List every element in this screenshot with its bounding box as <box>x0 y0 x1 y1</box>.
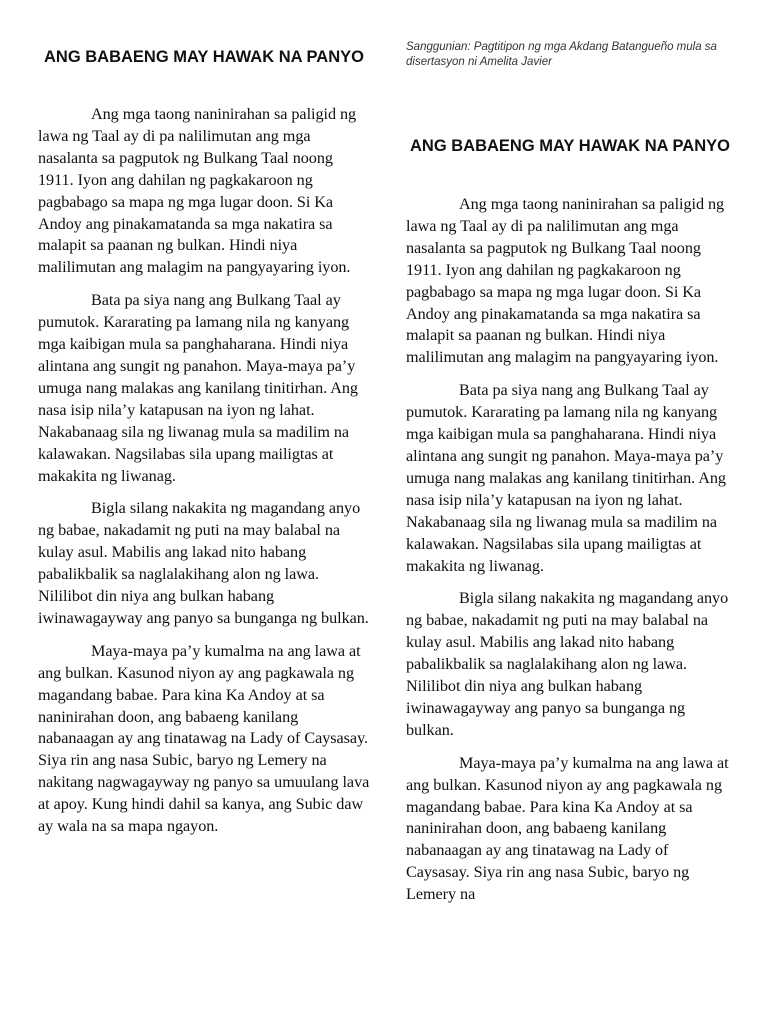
right-paragraph-2: Bata pa siya nang ang Bulkang Taal ay pumutok. Kararating pa lamang nila ng kanyang mga kaibigan mula sa panghaharana. Hindi niya alintana ang sungit ng panahon. Maya-maya pa’y umuga nang malakas ang kanilang tinitirhan. Ang nasa isip nila’y katapusan na iyon ng lahat. Nakabanaag sila ng liwanag mula sa madilim na kalawakan. Nagsilabas sila upang mailigtas at makakita ng liwanag. <box>406 381 726 575</box>
right-paragraph-1: Ang mga taong naninirahan sa paligid ng lawa ng Taal ay di pa nalilimutan ang mga nasalanta sa pagputok ng Bulkang Taal noong 1911. Iyon ang dahilan ng pagkakaroon ng pagbabago sa mapa ng mga lugar doon. Si Ka Andoy ang pinakamatanda sa mga nakatira sa malapit sa paanan ng bulkan. Hindi niya malilimutan ang malagim na pangyayaring iyon. <box>406 195 725 367</box>
left-title: ANG BABAENG MAY HAWAK NA PANYO <box>44 48 364 66</box>
left-paragraph-3: Bigla silang nakakita ng magandang anyo ng babae, nakadamit ng puti na may balabal na kulay asul. Mabilis ang lakad nito habang pabalikbalik sa naglalakihang alon ng lawa. Nililibot din niya ang bulkan habang iwinawagayway ang panyo sa bunganga ng bulkan. <box>38 499 369 627</box>
source-citation: Sanggunian: Pagtitipon ng mga Akdang Batangueño mula sa disertasyon ni Amelita Javier <box>406 41 717 68</box>
right-paragraph-3: Bigla silang nakakita ng magandang anyo ng babae, nakadamit ng puti na may balabal na kulay asul. Mabilis ang lakad nito habang pabalikbalik sa naglalakihang alon ng lawa. Nililibot din niya ang bulkan habang iwinawagayway ang panyo sa bunganga ng bulkan. <box>406 589 729 739</box>
left-body <box>38 104 370 849</box>
right-title: ANG BABAENG MAY HAWAK NA PANYO <box>410 137 730 155</box>
left-paragraph-4: Maya-maya pa’y kumalma na ang lawa at ang bulkan. Kasunod niyon ay ang pagkawala ng magandang babae. Para kina Ka Andoy at sa naninirahan doon, ang babaeng kanilang nabanaagan ay ang tinatawag na Lady of Caysasay. Siya rin ang nasa Subic, baryo ng Lemery na nakitang nagwagayway ng panyo sa umuulang lava at apoy. Kung hindi dahil sa kanya, ang Subic daw ay wala na sa mapa ngayon. <box>38 641 370 836</box>
left-paragraph-1: Ang mga taong naninirahan sa paligid ng lawa ng Taal ay di pa nalilimutan ang mga nasalanta sa pagputok ng Bulkang Taal noong 1911. Iyon ang dahilan ng pagkakaroon ng pagbabago sa mapa ng mga lugar doon. Si Ka Andoy ang pinakamatanda sa mga nakatira sa malapit sa paanan ng bulkan. Hindi niya malilimutan ang malagim na pangyayaring iyon. <box>38 105 357 277</box>
right-paragraph-4: Maya-maya pa’y kumalma na ang lawa at ang bulkan. Kasunod niyon ay ang pagkawala ng magandang babae. Para kina Ka Andoy at sa naninirahan doon, ang babaeng kanilang nabanaagan ay ang tinatawag na Lady of Caysasay. Siya rin ang nasa Subic, baryo ng Lemery na <box>406 753 729 904</box>
right-body <box>406 194 734 917</box>
left-paragraph-2: Bata pa siya nang ang Bulkang Taal ay pumutok. Kararating pa lamang nila ng kanyang mga kaibigan mula sa panghaharana. Hindi niya alintana ang sungit ng panahon. Maya-maya pa’y umuga nang malakas ang kanilang tinitirhan. Ang nasa isip nila’y katapusan na iyon ng lahat. Nakabanaag sila ng liwanag mula sa madilim na kalawakan. Nagsilabas sila upang mailigtas at makakita ng liwanag. <box>38 291 358 485</box>
